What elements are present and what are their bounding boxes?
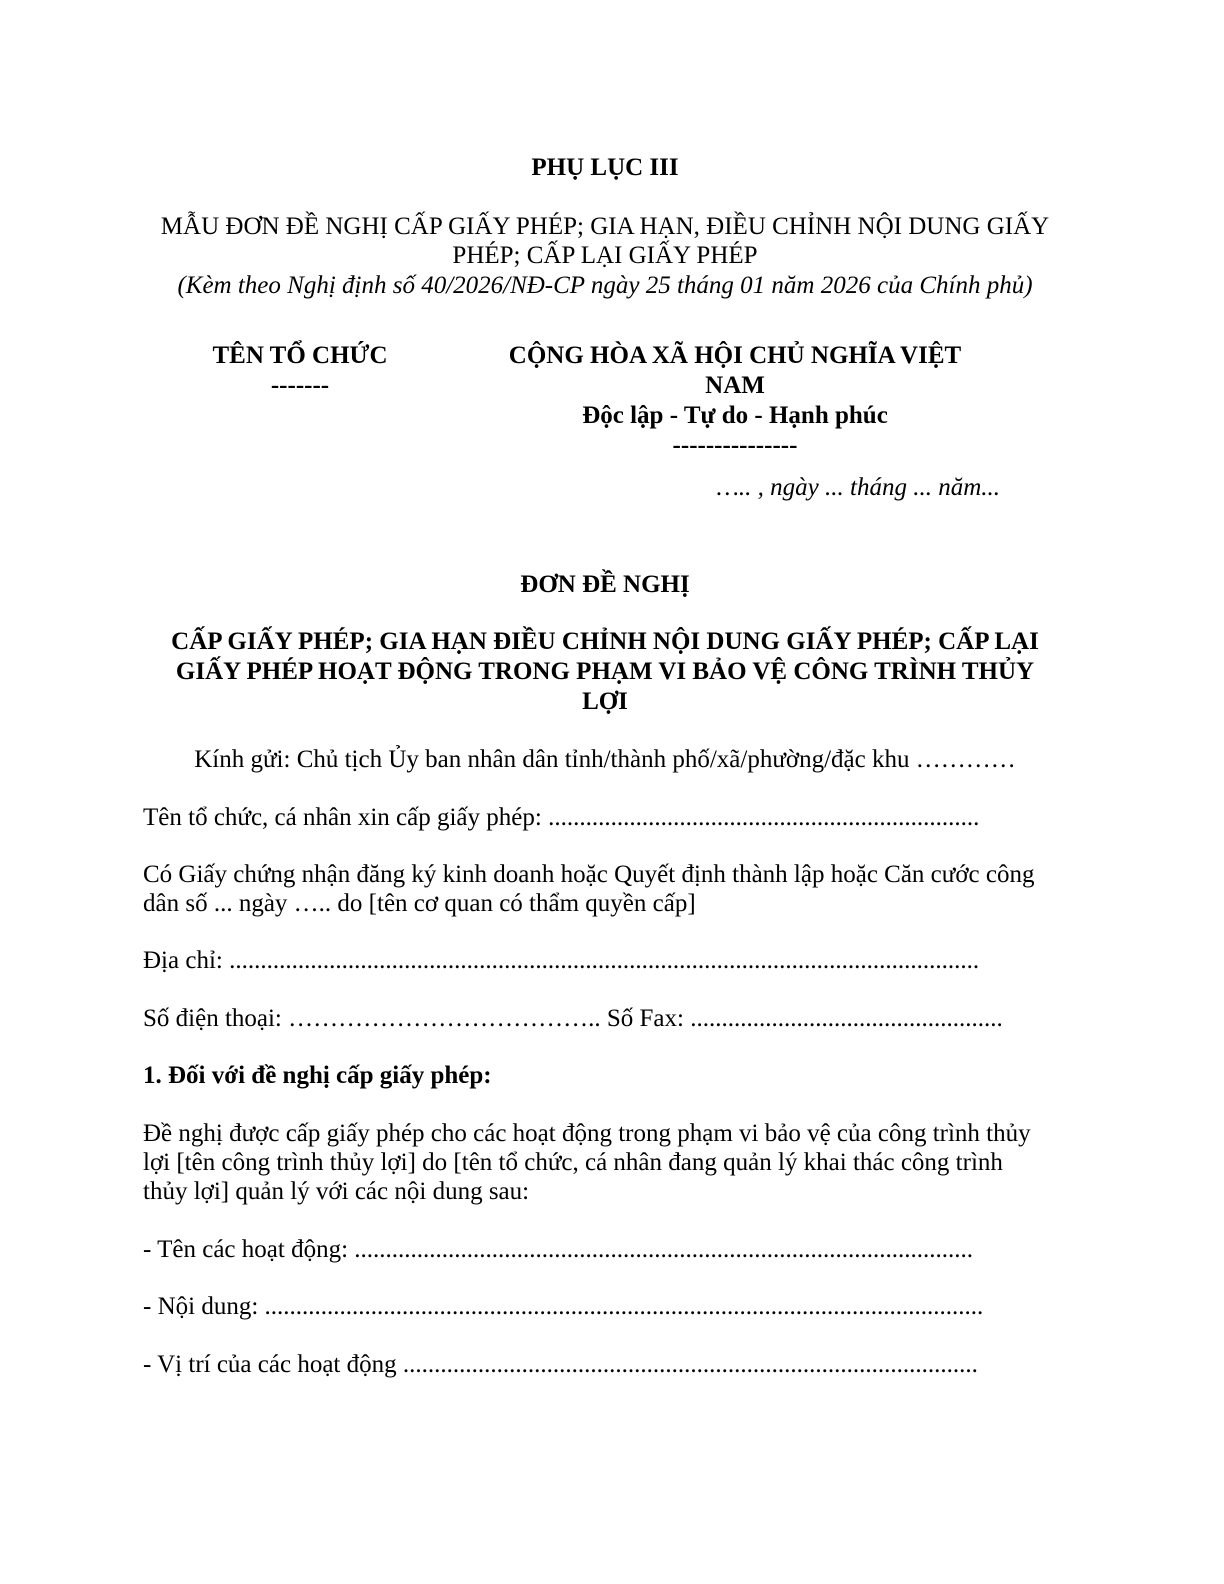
request-line1: Đề nghị được cấp giấy phép cho các hoạt động trong phạm vi bảo vệ của công trình thủy xyxy=(143,1120,1031,1147)
national-motto: Độc lập - Tự do - Hạnh phúc xyxy=(582,402,888,429)
certificate-line1: Có Giấy chứng nhận đăng ký kinh doanh hoặc Quyết định thành lập hoặc Căn cước công xyxy=(143,861,1035,888)
phone-fax-field: Số điện thoại: ……………………………….. Số Fax: .................................................. xyxy=(143,1005,1003,1032)
organization-separator: ------- xyxy=(270,372,330,399)
decree-reference: (Kèm theo Nghị định số 40/2026/NĐ-CP ngày 25 tháng 01 năm 2026 của Chính phủ) xyxy=(177,272,1033,299)
applicant-name-field: Tên tổ chức, cá nhân xin cấp giấy phép: ..................................................................... xyxy=(143,804,980,831)
motto-separator: --------------- xyxy=(672,432,798,459)
application-subtitle-line2: GIẤY PHÉP HOẠT ĐỘNG TRONG PHẠM VI BẢO VỆ CÔNG TRÌNH THỦY xyxy=(175,658,1035,685)
country-name-line1: CỘNG HÒA XÃ HỘI CHỦ NGHĨA VIỆT xyxy=(508,342,962,369)
address-field: Địa chỉ: ........................................................................................................................ xyxy=(143,947,980,974)
appendix-title: PHỤ LỤC III xyxy=(531,154,679,181)
activity-names-field: - Tên các hoạt động: ................................................................................................... xyxy=(143,1236,974,1263)
request-line3: thủy lợi] quản lý với các nội dung sau: xyxy=(143,1178,530,1205)
request-line2: lợi [tên công trình thủy lợi] do [tên tổ chức, cá nhân đang quản lý khai thác công trình xyxy=(143,1149,1003,1176)
greeting-line: Kính gửi: Chủ tịch Ủy ban nhân dân tỉnh/thành phố/xã/phường/đặc khu ………… xyxy=(194,746,1016,773)
application-subtitle-line1: CẤP GIẤY PHÉP; GIA HẠN ĐIỀU CHỈNH NỘI DUNG GIẤY PHÉP; CẤP LẠI xyxy=(171,628,1039,655)
application-title: ĐƠN ĐỀ NGHỊ xyxy=(520,571,690,598)
country-name-line2: NAM xyxy=(705,372,765,399)
content-field: - Nội dung: ................................................................................................................... xyxy=(143,1293,984,1320)
section1-heading: 1. Đối với đề nghị cấp giấy phép: xyxy=(143,1062,492,1089)
activity-location-field: - Vị trí của các hoạt động ............................................................................................ xyxy=(143,1351,978,1378)
application-subtitle-line3: LỢI xyxy=(582,688,628,715)
certificate-line2: dân số ... ngày ….. do [tên cơ quan có thẩm quyền cấp] xyxy=(143,890,696,917)
date-line: ….. , ngày ... tháng ... năm... xyxy=(716,474,1000,501)
organization-name: TÊN TỔ CHỨC xyxy=(212,342,388,369)
form-title-line1: MẪU ĐƠN ĐỀ NGHỊ CẤP GIẤY PHÉP; GIA HẠN, ĐIỀU CHỈNH NỘI DUNG GIẤY xyxy=(160,213,1050,240)
form-title-line2: PHÉP; CẤP LẠI GIẤY PHÉP xyxy=(452,242,758,269)
